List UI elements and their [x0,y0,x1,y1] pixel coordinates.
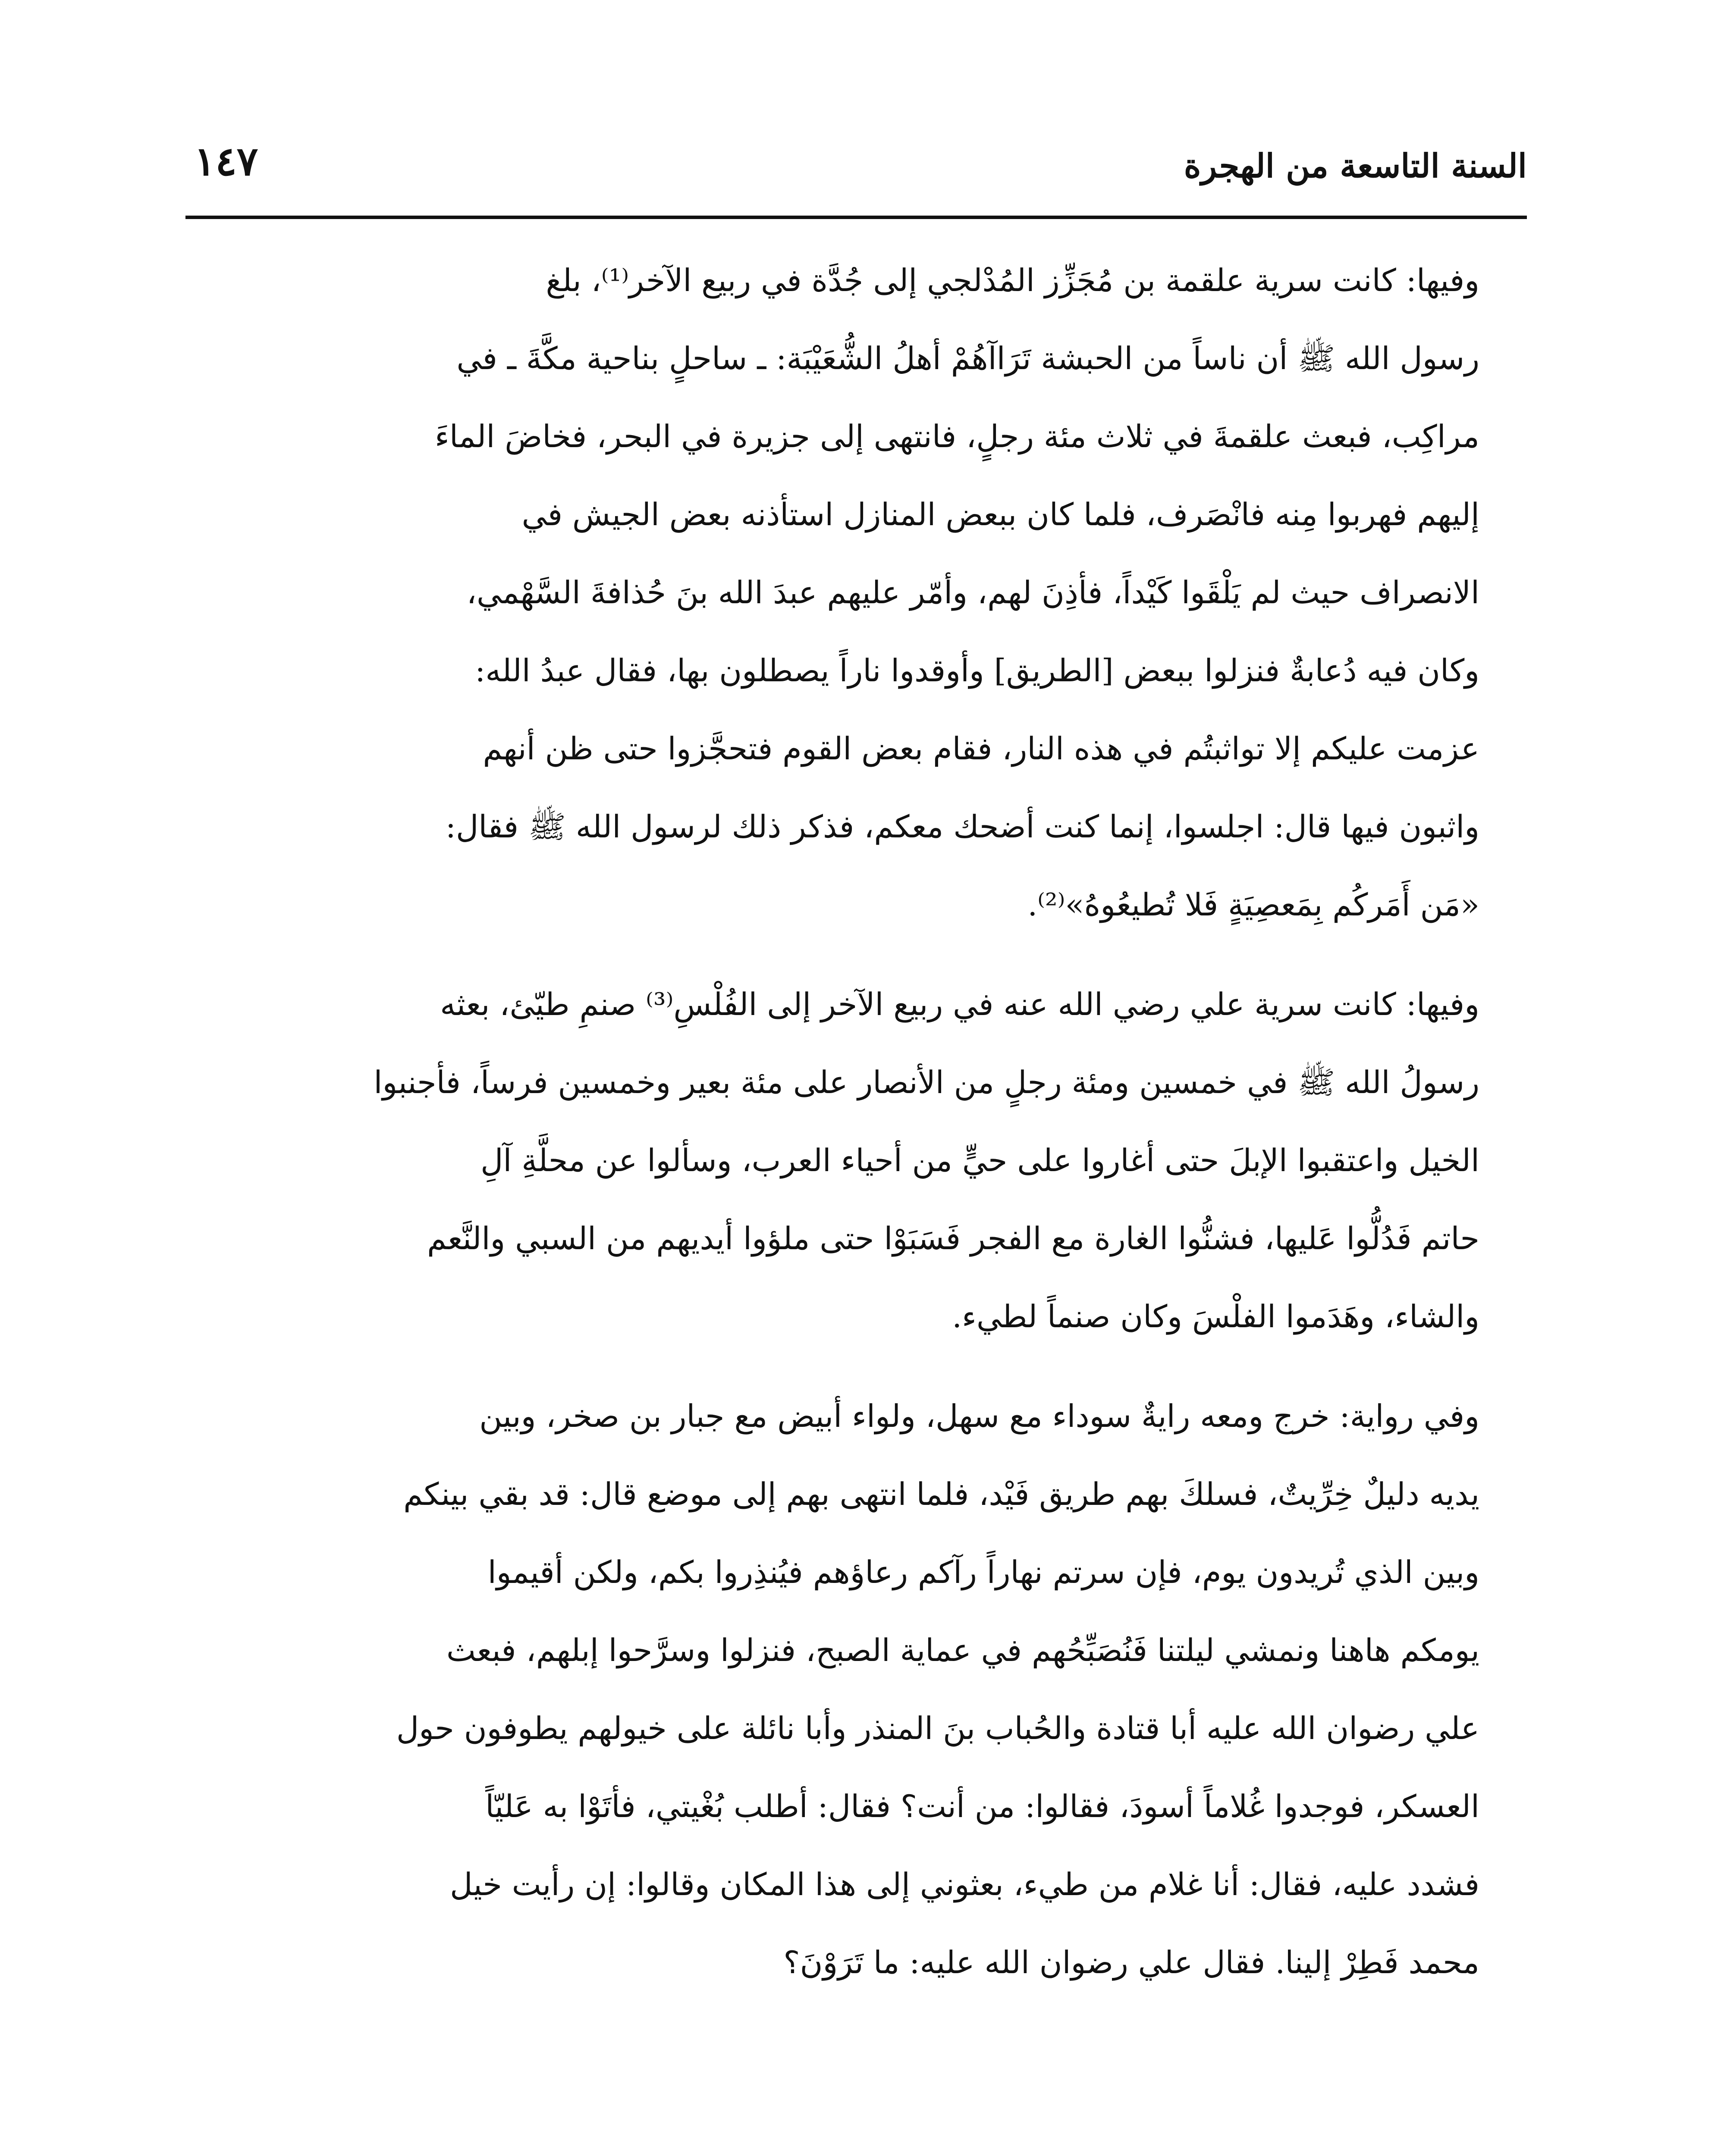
text-line: عزمت عليكم إلا تواثبتُم في هذه النار، فقام بعض القوم فتحجَّزوا حتى ظن أنهم [483,730,1479,767]
running-title: السنة التاسعة من الهجرة [1184,147,1527,185]
page-number: ١٤٧ [194,138,258,185]
page-header [185,138,1527,203]
text-line: الخيل واعتقبوا الإبلَ حتى أغاروا على حيٍّ من أحياء العرب، وسألوا عن محلَّةِ آلِ [480,1142,1479,1178]
text-line: مراكِب، فبعث علقمةَ في ثلاث مئة رجلٍ، فانتهى إلى جزيرة في البحر، فخاضَ الماءَ [435,418,1479,454]
text-line: حاتم فَدُلُّوا عَليها، فشنُّوا الغارة مع الفجر فَسَبَوْا حتى ملؤوا أيديهم من السبي والنَّعم [427,1220,1479,1257]
text-line: فشدد عليه، فقال: أنا غلام من طيء، بعثوني إلى هذا المكان وقالوا: إن رأيت خيل [450,1866,1479,1902]
body-text [185,241,1527,2002]
text-line: وفيها: كانت سرية علقمة بن مُجَزِّز المُدْلجي إلى جُدَّة في ربيع الآخر⁽¹⁾، بلغ [546,262,1479,298]
text-line: والشاء، وهَدَموا الفلْسَ وكان صنماً لطيء. [952,1298,1479,1335]
paragraph-riwaya [185,1377,1527,2002]
header-rule [185,216,1527,219]
text-line: وفيها: كانت سرية علي رضي الله عنه في ربيع الآخر إلى الفُلْسِ⁽³⁾ صنمِ طيّئ، بعثه [440,986,1479,1022]
text-line: وبين الذي تُريدون يوم، فإن سرتم نهاراً رآكم رعاؤهم فيُنذِروا بكم، ولكن أقيموا [487,1554,1479,1590]
text-line: يديه دليلٌ خِرِّيتٌ، فسلكَ بهم طريق فَيْد، فلما انتهى بهم إلى موضع قال: قد بقي بينكم [403,1476,1479,1512]
text-line: وفي رواية: خرج ومعه رايةٌ سوداء مع سهل، ولواء أبيض مع جبار بن صخر، وبين [479,1398,1479,1434]
text-line: محمد فَطِرْ إلينا. فقال علي رضوان الله عليه: ما تَرَوْنَ؟ [783,1944,1479,1981]
paragraph-ali-expedition [185,965,1527,1356]
text-line: «مَن أَمَركُم بِمَعصِيَةٍ فَلا تُطيعُوهُ»⁽²⁾. [1027,887,1479,923]
text-line: رسولُ الله ﷺ في خمسين ومئة رجلٍ من الأنصار على مئة بعير وخمسين فرساً، فأجنبوا [374,1064,1479,1100]
text-line: العسكر، فوجدوا غُلاماً أسودَ، فقالوا: من أنت؟ فقال: أطلب بُغْيتي، فأتَوْا به عَليّاً [485,1788,1479,1824]
text-line: واثبون فيها قال: اجلسوا، إنما كنت أضحك معكم، فذكر ذلك لرسول الله ﷺ فقال: [445,808,1479,845]
text-line: وكان فيه دُعابةٌ فنزلوا ببعض [الطريق] وأوقدوا ناراً يصطلون بها، فقال عبدُ الله: [475,652,1479,689]
text-line: الانصراف حيث لم يَلْقَوا كَيْداً، فأذِنَ لهم، وأمّر عليهم عبدَ الله بنَ حُذافةَ السَّهْمي، [466,574,1479,611]
text-line: علي رضوان الله عليه أبا قتادة والحُباب بنَ المنذر وأبا نائلة على خيولهم يطوفون حول [396,1710,1479,1746]
text-line: رسول الله ﷺ أن ناساً من الحبشة تَرَاآهُمْ أهلُ الشُّعَيْبَة: ـ ساحلٍ بناحية مكَّةَ ـ في [456,340,1479,376]
text-line: يومكم هاهنا ونمشي ليلتنا فَنُصَبِّحُهم في عماية الصبح، فنزلوا وسرَّحوا إبلهم، فبعث [446,1632,1479,1668]
paragraph-alqama-expedition [185,241,1527,944]
text-line: إليهم فهربوا مِنه فانْصَرف، فلما كان ببعض المنازل استأذنه بعض الجيش في [521,496,1479,533]
